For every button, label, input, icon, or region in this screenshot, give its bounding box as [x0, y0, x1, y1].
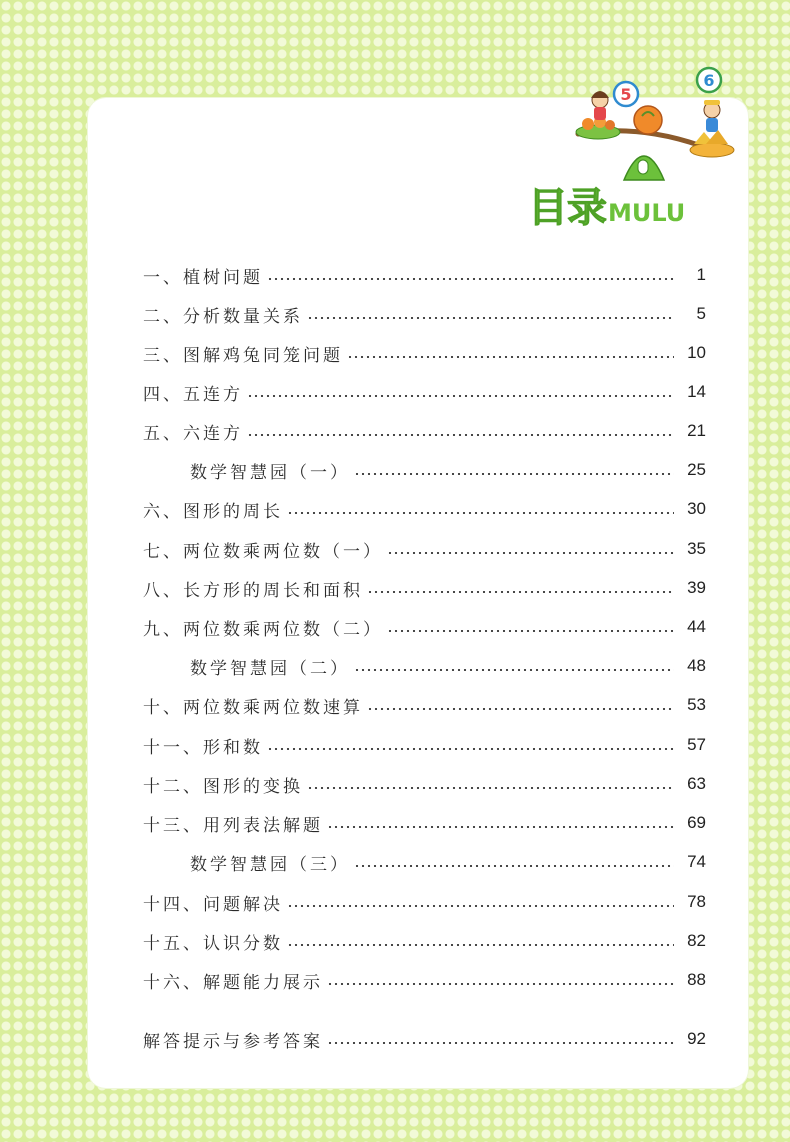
toc-entry-title: 十三、用列表法解题: [143, 815, 323, 836]
toc-entry-page-number: 53: [687, 695, 706, 714]
toc-entry[interactable]: [143, 377, 706, 407]
toc-entry-page-number: 35: [687, 539, 706, 558]
toc-entry[interactable]: [143, 808, 706, 838]
title-pinyin: MULU: [608, 199, 686, 227]
toc-entry-title: 七、两位数乘两位数（一）: [143, 541, 383, 562]
toc-entry-page-number: 30: [687, 499, 706, 518]
toc-entry[interactable]: [143, 926, 706, 956]
toc-entry-page-number: 74: [687, 852, 706, 871]
toc-entry[interactable]: [143, 730, 706, 760]
toc-entry-page-number: 82: [687, 931, 706, 950]
badge-six: 6: [703, 71, 715, 90]
dot-leader: [387, 630, 674, 632]
dot-leader: [307, 317, 674, 319]
toc-entry-page-number: 92: [687, 1029, 706, 1048]
toc-entry[interactable]: [143, 690, 706, 720]
dot-leader: [354, 669, 674, 671]
dot-leader: [387, 552, 674, 554]
toc-entry-page-number: 5: [696, 304, 706, 323]
dot-leader: [307, 787, 674, 789]
toc-entry-title: 一、植树问题: [143, 267, 263, 288]
toc-entry-title: 数学智慧园（一）: [190, 462, 350, 483]
toc-entry-page-number: 14: [687, 382, 706, 401]
dot-leader: [247, 395, 674, 397]
toc-entry-title: 四、五连方: [143, 384, 243, 405]
dot-leader: [287, 512, 674, 514]
toc-entry[interactable]: [143, 299, 706, 329]
toc-entry[interactable]: [143, 769, 706, 799]
dot-leader: [367, 708, 674, 710]
toc-entry-title: 九、两位数乘两位数（二）: [143, 619, 383, 640]
toc-entry-page-number: 48: [687, 656, 706, 675]
dot-leader: [327, 826, 674, 828]
toc-entry[interactable]: [143, 494, 706, 524]
toc-entry[interactable]: [143, 573, 706, 603]
toc-entry-title: 十五、认识分数: [143, 933, 283, 954]
toc-entry-title: 二、分析数量关系: [143, 306, 303, 327]
toc-entry[interactable]: [143, 1024, 706, 1054]
toc-entry-title: 十一、形和数: [143, 737, 263, 758]
toc-entry-title: 三、图解鸡兔同笼问题: [143, 345, 343, 366]
toc-entry-page-number: 21: [687, 421, 706, 440]
toc-entry[interactable]: [143, 887, 706, 917]
dot-leader: [367, 591, 674, 593]
dot-leader: [354, 473, 674, 475]
toc-entry[interactable]: [143, 965, 706, 995]
toc-entry-title: 十二、图形的变换: [143, 776, 303, 797]
dot-leader: [287, 944, 674, 946]
toc-entry[interactable]: [143, 260, 706, 290]
toc-entry-page-number: 63: [687, 774, 706, 793]
toc-entry-title: 八、长方形的周长和面积: [143, 580, 363, 601]
toc-entry[interactable]: [143, 534, 706, 564]
toc-entry[interactable]: [190, 455, 706, 485]
dot-leader: [267, 278, 674, 280]
dot-leader: [327, 983, 674, 985]
title-chinese: 目录: [528, 185, 606, 231]
toc-entry-page-number: 25: [687, 460, 706, 479]
toc-entry-title: 六、图形的周长: [143, 501, 283, 522]
dot-leader: [267, 748, 674, 750]
toc-entry-page-number: 69: [687, 813, 706, 832]
toc-entry[interactable]: [190, 651, 706, 681]
dot-leader: [247, 434, 674, 436]
toc-entry-title: 五、六连方: [143, 423, 243, 444]
toc-entry-page-number: 78: [687, 892, 706, 911]
toc-entry-page-number: 1: [696, 265, 706, 284]
toc-entry-title: 数学智慧园（三）: [190, 854, 350, 875]
dot-leader: [347, 356, 674, 358]
toc-entry-title: 十六、解题能力展示: [143, 972, 323, 993]
toc-entry[interactable]: [143, 416, 706, 446]
toc-entry-page-number: 39: [687, 578, 706, 597]
toc-entry-page-number: 44: [687, 617, 706, 636]
badge-five: 5: [620, 85, 632, 104]
dot-leader: [354, 865, 674, 867]
toc-entry-title: 十四、问题解决: [143, 894, 283, 915]
toc-entry-title: 十、两位数乘两位数速算: [143, 697, 363, 718]
toc-entry-page-number: 57: [687, 735, 706, 754]
dot-leader: [287, 905, 674, 907]
toc-entry-title: 数学智慧园（二）: [190, 658, 350, 679]
toc-entry-page-number: 10: [687, 343, 706, 362]
toc-entry[interactable]: [190, 847, 706, 877]
toc-entry[interactable]: [143, 338, 706, 368]
toc-entry-title: 解答提示与参考答案: [143, 1031, 323, 1052]
toc-entry-page-number: 88: [687, 970, 706, 989]
dot-leader: [327, 1042, 674, 1044]
toc-entry[interactable]: [143, 612, 706, 642]
